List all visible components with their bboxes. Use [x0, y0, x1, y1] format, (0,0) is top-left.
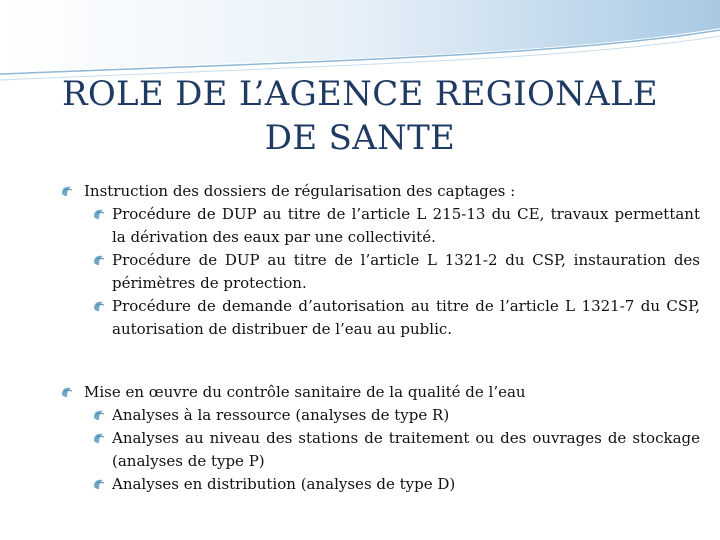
bullet-icon [92, 477, 106, 491]
list-item-text: Procédure de DUP au titre de l’article L 215-13 du CE, travaux permettant la dérivation des eaux par une collectivité. [112, 205, 700, 246]
section-1-heading: Instruction des dossiers de régularisation des captages : [84, 182, 516, 200]
slide-title: ROLE DE L’AGENCE REGIONALE DE SANTE [61, 74, 659, 158]
bullet-icon [60, 184, 74, 198]
bullet-icon [60, 385, 74, 399]
list-item [84, 295, 700, 341]
section-1 [60, 180, 700, 203]
section-2-list [60, 404, 700, 496]
list-item [84, 427, 700, 473]
bullet-icon [92, 408, 106, 422]
list-item-text: Procédure de demande d’autorisation au titre de l’article L 1321-7 du CSP, autorisation de distribuer de l’eau au public. [112, 297, 700, 338]
list-item [84, 404, 700, 427]
section-2-heading: Mise en œuvre du contrôle sanitaire de la qualité de l’eau [84, 383, 526, 401]
section-spacer [60, 341, 700, 381]
list-item-text: Analyses à la ressource (analyses de type R) [112, 406, 450, 424]
list-item [84, 473, 700, 496]
bullet-icon [92, 207, 106, 221]
slide-content [60, 180, 700, 496]
bullet-icon [92, 431, 106, 445]
bullet-icon [92, 253, 106, 267]
list-item-text: Procédure de DUP au titre de l’article L 1321-2 du CSP, instauration des périmètres de protection. [112, 251, 700, 292]
section-2 [60, 381, 700, 404]
list-item [84, 249, 700, 295]
list-item-text: Analyses au niveau des stations de traitement ou des ouvrages de stockage (analyses de type P) [112, 429, 700, 470]
list-item-text: Analyses en distribution (analyses de type D) [112, 475, 456, 493]
section-1-list [60, 203, 700, 341]
list-item [84, 203, 700, 249]
bullet-icon [92, 299, 106, 313]
